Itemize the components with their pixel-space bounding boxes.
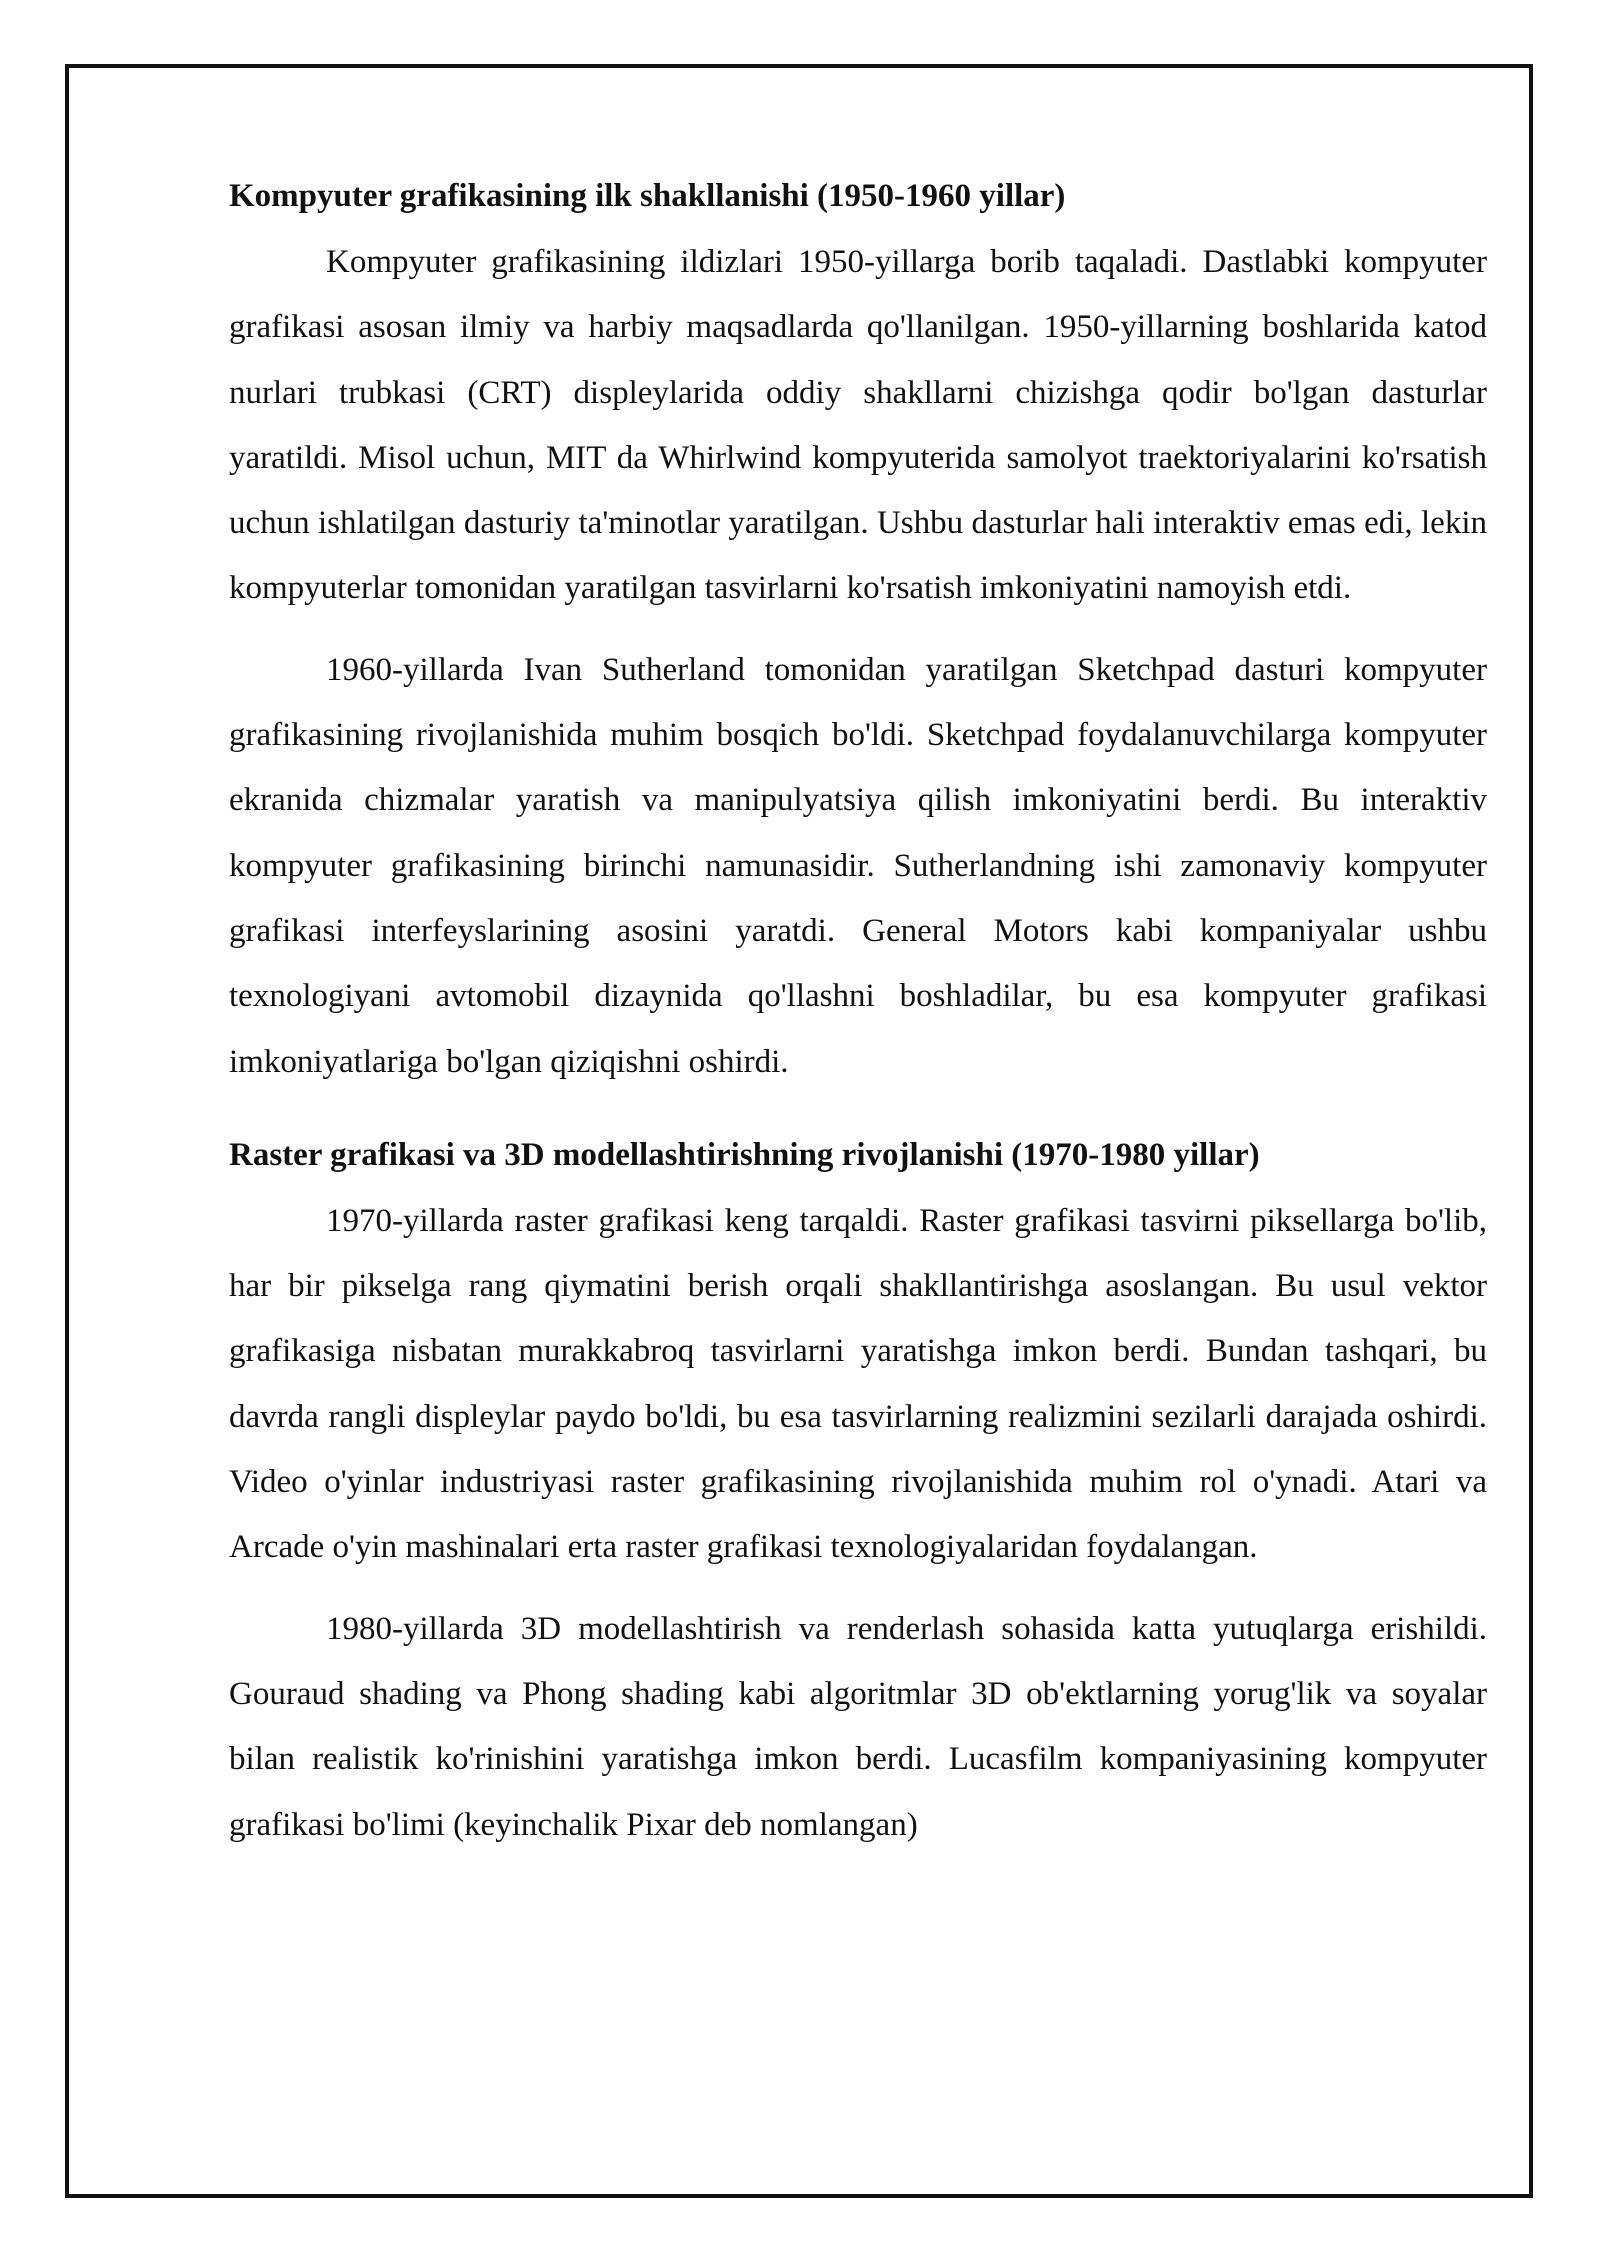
document-body	[229, 172, 1487, 1858]
section-heading: Raster grafikasi va 3D modellashtirishning rivojlanishi (1970-1980 yillar)	[229, 1136, 1260, 1173]
paragraph: Kompyuter grafikasining ildizlari 1950-yillarga borib taqaladi. Dastlabki kompyuter grafikasi asosan ilmiy va harbiy maqsadlarda qo'llanilgan. 1950-yillarning boshlarida katod nurlari trubkasi (CRT) displeylarida oddiy shakllarni chizishga qodir bo'lgan dasturlar yaratildi. Misol uchun, MIT da Whirlwind kompyuterida samolyot traektoriyalarini ko'rsatish uchun ishlatilgan dasturiy ta'minotlar yaratilgan. Ushbu dasturlar hali interaktiv emas edi, lekin kompyuterlar tomonidan yaratilgan tasvirlarni ko'rsatish imkoniyatini namoyish etdi.	[229, 244, 1487, 607]
paragraph: 1980-yillarda 3D modellashtirish va renderlash sohasida katta yutuqlarga erishildi. Gouraud shading va Phong shading kabi algoritmlar 3D ob'ektlarning yorug'lik va soyalar bilan realistik ko'rinishini yaratishga imkon berdi. Lucasfilm kompaniyasining kompyuter grafikasi bo'limi (keyinchalik Pixar deb nomlangan)	[229, 1610, 1487, 1843]
section-heading: Kompyuter grafikasining ilk shakllanishi (1950-1960 yillar)	[229, 178, 1066, 214]
paragraph: 1960-yillarda Ivan Sutherland tomonidan yaratilgan Sketchpad dasturi kompyuter grafikasining rivojlanishida muhim bosqich bo'ldi. Sketchpad foydalanuvchilarga kompyuter ekranida chizmalar yaratish va manipulyatsiya qilish imkoniyatini berdi. Bu interaktiv kompyuter grafikasining birinchi namunasidir. Sutherlandning ishi zamonaviy kompyuter grafikasi interfeyslarining asosini yaratdi. General Motors kabi kompaniyalar ushbu texnologiyani avtomobil dizaynida qo'llashni boshladilar, bu esa kompyuter grafikasi imkoniyatlariga bo'lgan qiziqishni oshirdi.	[229, 651, 1487, 1080]
paragraph: 1970-yillarda raster grafikasi keng tarqaldi. Raster grafikasi tasvirni piksellarga bo'lib, har bir pikselga rang qiymatini berish orqali shakllantirishga asoslangan. Bu usul vektor grafikasiga nisbatan murakkabroq tasvirlarni yaratishga imkon berdi. Bundan tashqari, bu davrda rangli displeylar paydo bo'ldi, bu esa tasvirlarning realizmini sezilarli darajada oshirdi. Video o'yinlar industriyasi raster grafikasining rivojlanishida muhim rol o'ynadi. Atari va Arcade o'yin mashinalari erta raster grafikasi texnologiyalaridan foydalangan.	[229, 1202, 1487, 1566]
